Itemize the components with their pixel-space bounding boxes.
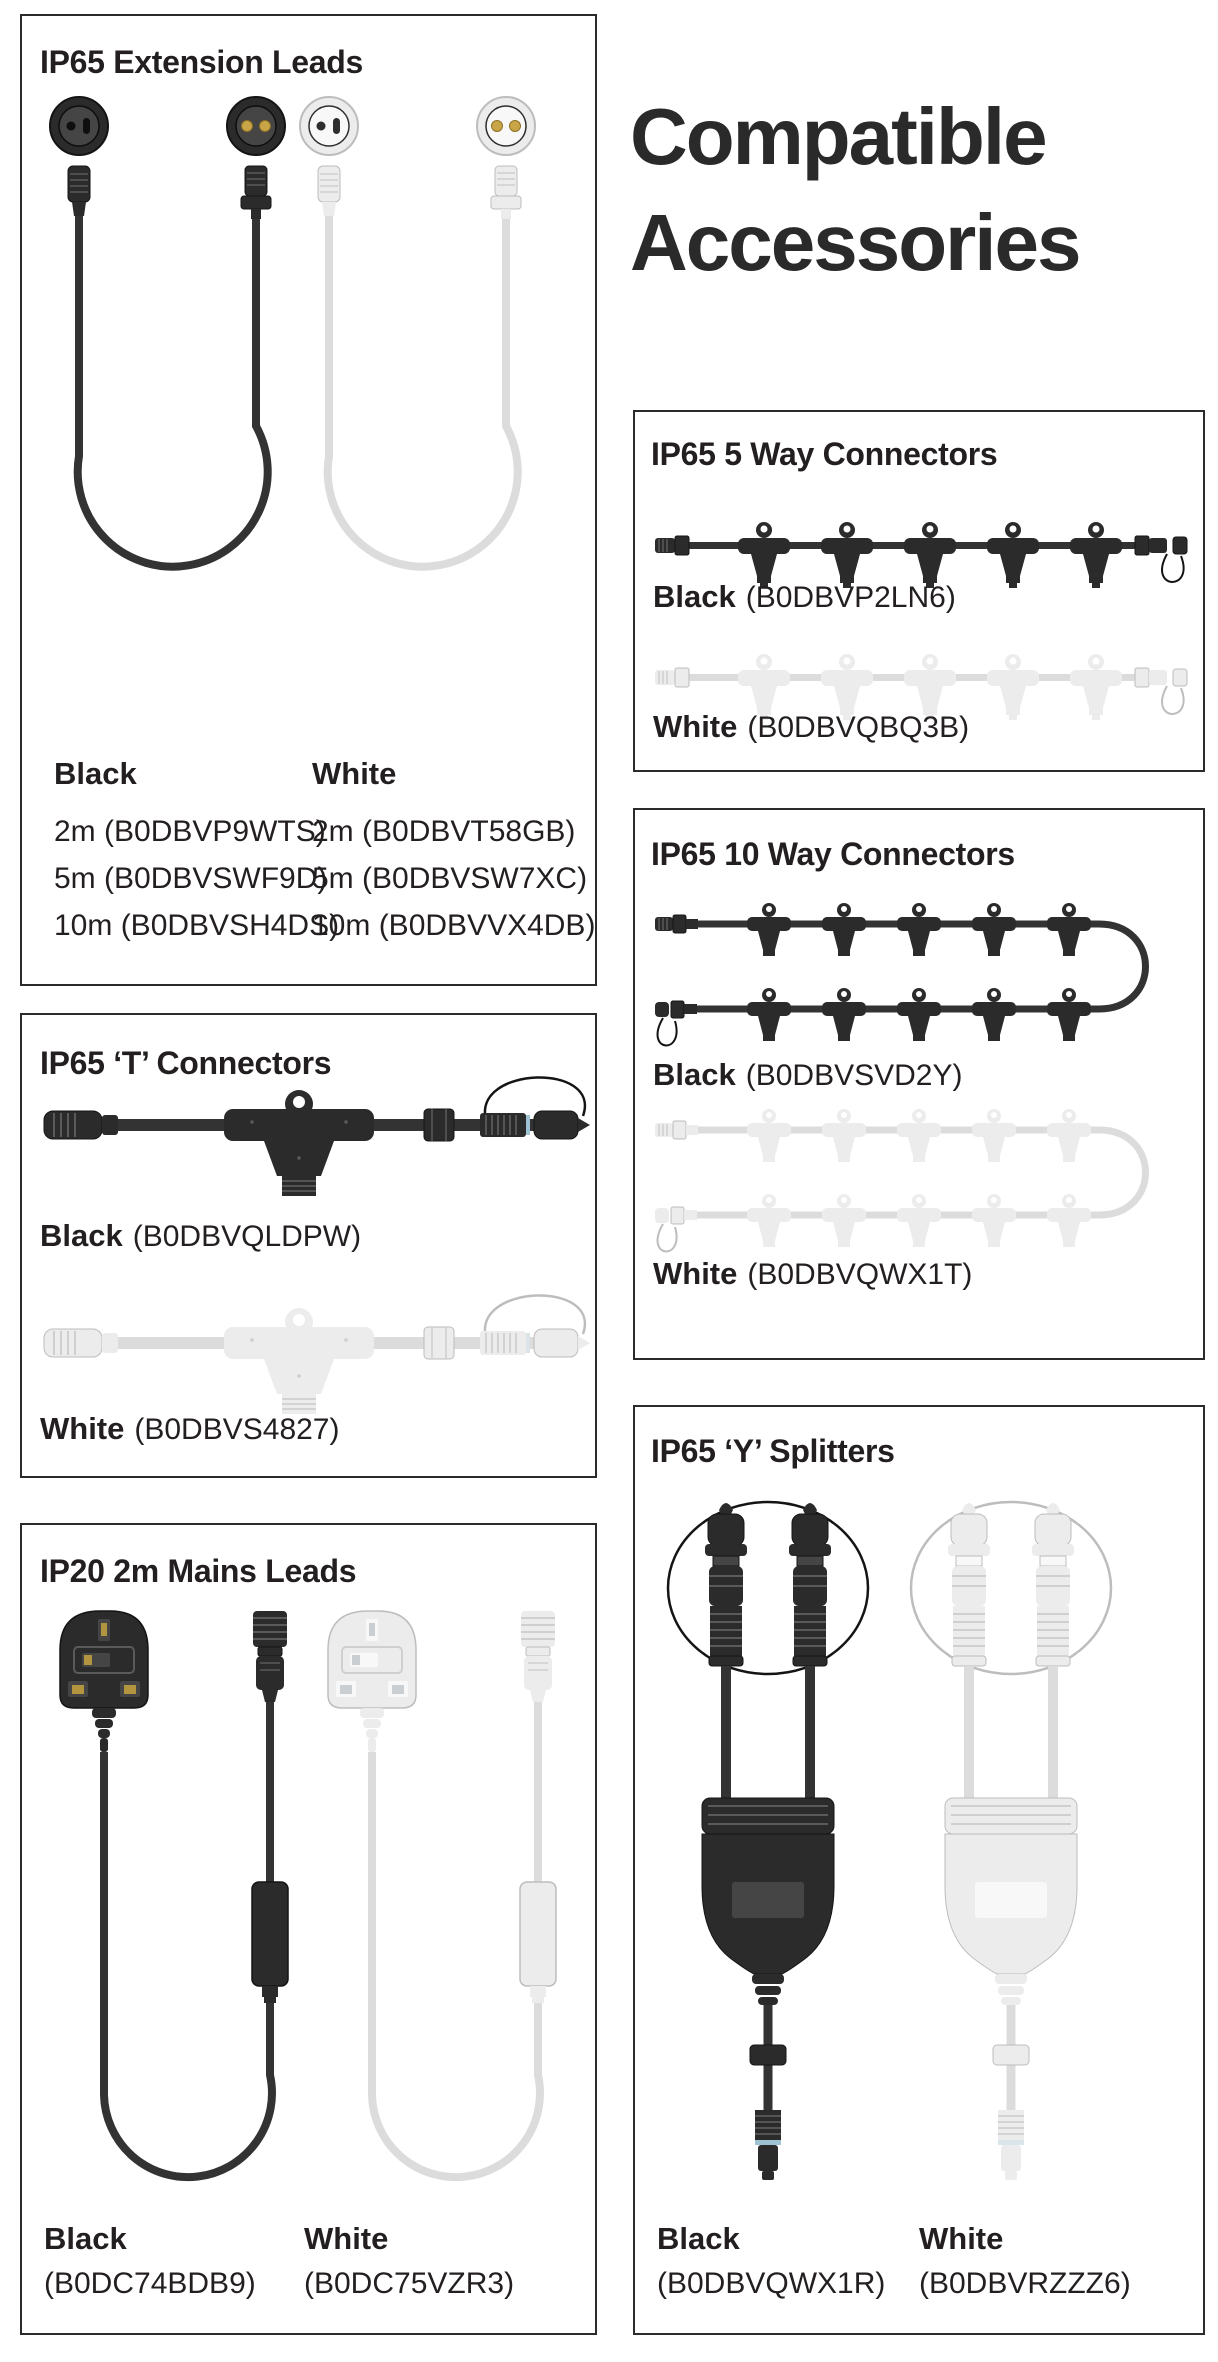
color-label: White [312, 756, 397, 791]
section-y-splitters [633, 1405, 1205, 2335]
product-code: 5m (B0DBVSW7XC) [312, 862, 588, 895]
product-code: 2m (B0DBVT58GB) [312, 815, 576, 848]
color-label: Black [40, 1218, 123, 1253]
section-title-extension-leads: IP65 Extension Leads [40, 44, 364, 80]
y-splitter-white-illustration [905, 1500, 1117, 2190]
product-code: 10m (B0DBVVX4DB) [312, 909, 596, 942]
product-code: (B0DBVP2LN6) [745, 581, 956, 614]
color-label: Black [54, 756, 137, 791]
10-way-white-label [653, 1256, 972, 1292]
section-title-t-connectors: IP65 ‘T’ Connectors [40, 1045, 332, 1081]
color-label: White [919, 2221, 1004, 2256]
color-label: Black [657, 2221, 740, 2256]
section-title-y-splitters: IP65 ‘Y’ Splitters [651, 1433, 895, 1469]
color-label: White [304, 2221, 389, 2256]
t-connector-white-label [40, 1411, 339, 1447]
t-connector-white-illustration [34, 1280, 594, 1430]
y-splitter-white-label [919, 2221, 1131, 2301]
section-5-way-connectors [633, 410, 1205, 772]
section-title-5-way: IP65 5 Way Connectors [651, 436, 998, 472]
product-code: (B0DC75VZR3) [304, 2267, 515, 2300]
t-connector-black-illustration [34, 1062, 594, 1212]
page-title-line1: Compatible [630, 92, 1046, 181]
product-code: (B0DBVQWX1T) [747, 1258, 973, 1291]
mains-lead-black-label [44, 2221, 256, 2301]
color-label: White [653, 709, 738, 744]
section-title-mains-leads: IP20 2m Mains Leads [40, 1553, 357, 1589]
product-code: (B0DC74BDB9) [44, 2267, 256, 2300]
t-connector-black-label [40, 1218, 361, 1254]
5-way-white-label [653, 709, 969, 745]
product-code: (B0DBVSVD2Y) [745, 1059, 963, 1092]
product-code: (B0DBVS4827) [134, 1413, 340, 1446]
page-title [630, 84, 1079, 295]
color-label: Black [653, 1057, 736, 1092]
y-splitter-black-illustration [662, 1500, 874, 2190]
color-label: White [653, 1256, 738, 1291]
color-label: White [40, 1411, 125, 1446]
section-extension-leads [20, 14, 597, 986]
extension-leads-black-codes [54, 756, 339, 949]
product-code: (B0DBVRZZZ6) [919, 2267, 1131, 2300]
mains-lead-black-illustration [30, 1595, 300, 2195]
section-10-way-connectors [633, 808, 1205, 1360]
product-code: 5m (B0DBVSWF9D) [54, 862, 328, 895]
product-code: (B0DBVQLDPW) [132, 1220, 362, 1253]
section-t-connectors [20, 1013, 597, 1478]
product-code: (B0DBVQBQ3B) [747, 711, 970, 744]
section-title-10-way: IP65 10 Way Connectors [651, 836, 1015, 872]
y-splitter-black-label [657, 2221, 885, 2301]
color-label: Black [44, 2221, 127, 2256]
10-way-black-illustration [649, 876, 1189, 1061]
color-label: Black [653, 579, 736, 614]
section-mains-leads [20, 1523, 597, 2335]
5-way-black-label [653, 579, 956, 615]
extension-lead-black-illustration [34, 96, 294, 616]
product-code: 2m (B0DBVP9WTS) [54, 815, 326, 848]
10-way-white-illustration [649, 1082, 1189, 1267]
extension-leads-white-codes [312, 756, 595, 949]
mains-lead-white-illustration [298, 1595, 568, 2195]
page-title-line2: Accessories [630, 197, 1080, 287]
mains-lead-white-label [304, 2221, 514, 2301]
product-code: 10m (B0DBVSH4DS) [54, 909, 340, 942]
product-code: (B0DBVQWX1R) [657, 2267, 886, 2300]
extension-lead-white-illustration [284, 96, 544, 616]
